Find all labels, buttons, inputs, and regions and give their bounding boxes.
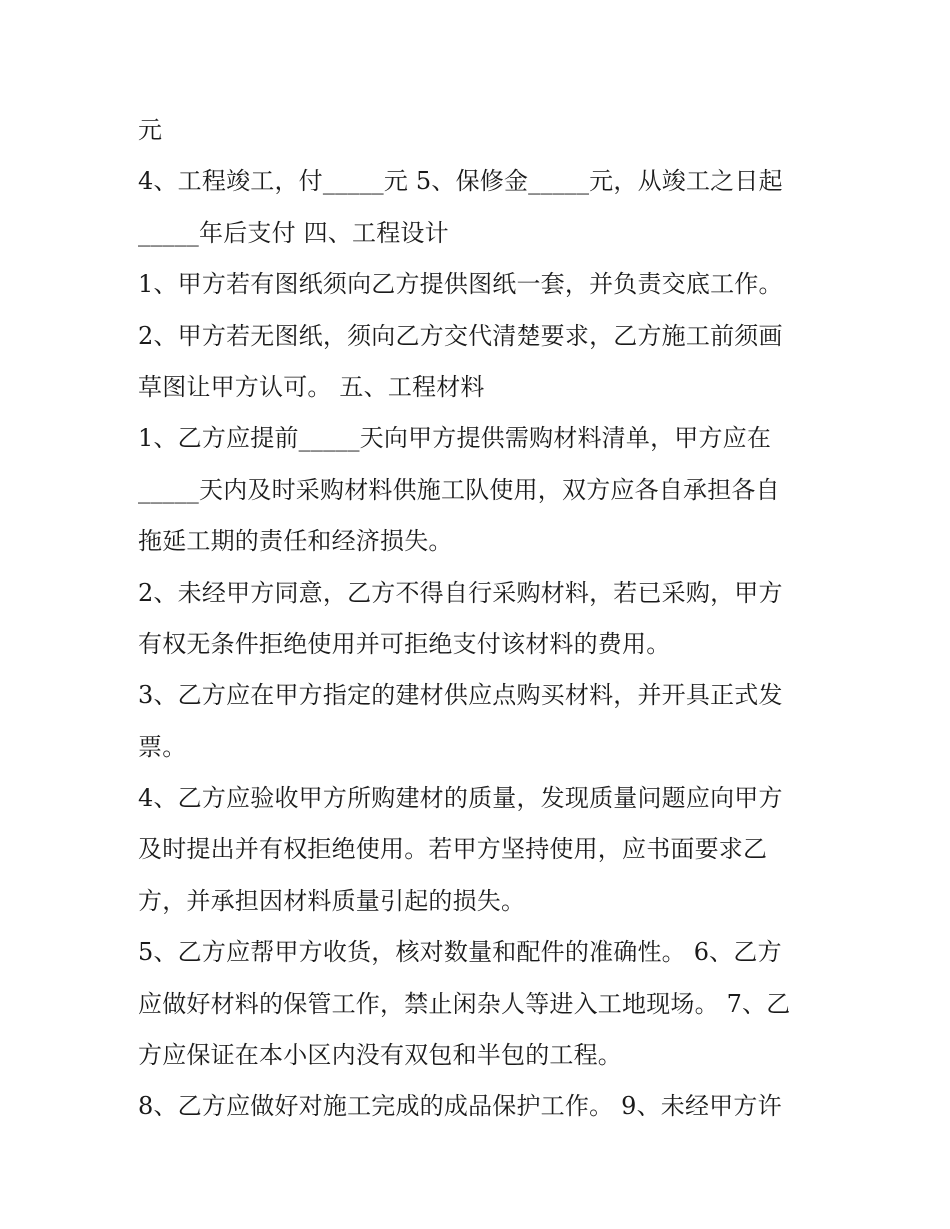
text-line: 3、乙方应在甲方指定的建材供应点购买材料，并开具正式发 bbox=[138, 681, 783, 710]
text-line: 拖延工期的责任和经济损失。 bbox=[138, 527, 453, 556]
text-line: 1、乙方应提前_____天向甲方提供需购材料清单，甲方应在 bbox=[138, 424, 772, 453]
text-line: 4、乙方应验收甲方所购建材的质量，发现质量问题应向甲方 bbox=[138, 784, 783, 813]
text-line: 8、乙方应做好对施工完成的成品保护工作。 9、未经甲方许 bbox=[138, 1092, 782, 1121]
text-line: 2、未经甲方同意，乙方不得自行采购材料，若已采购，甲方 bbox=[138, 578, 783, 607]
text-line: 方，并承担因材料质量引起的损失。 bbox=[138, 886, 526, 915]
text-line: 4、工程竣工，付_____元 5、保修金_____元，从竣工之日起 bbox=[138, 167, 783, 196]
document-body bbox=[138, 105, 818, 1133]
text-line: 有权无条件拒绝使用并可拒绝支付该材料的费用。 bbox=[138, 629, 671, 658]
text-line: 草图让甲方认可。 五、工程材料 bbox=[138, 372, 485, 401]
text-line: 方应保证在本小区内没有双包和半包的工程。 bbox=[138, 1041, 622, 1070]
text-line: 2、甲方若无图纸，须向乙方交代清楚要求，乙方施工前须画 bbox=[138, 321, 783, 350]
text-line: _____年后支付 四、工程设计 bbox=[138, 218, 449, 247]
text-line: 应做好材料的保管工作，禁止闲杂人等进入工地现场。 7、乙 bbox=[138, 989, 791, 1018]
text-line: 及时提出并有权拒绝使用。若甲方坚持使用，应书面要求乙 bbox=[138, 835, 768, 864]
text-line: 1、甲方若有图纸须向乙方提供图纸一套，并负责交底工作。 bbox=[138, 270, 783, 299]
text-line: _____天内及时采购材料供施工队使用，双方应各自承担各自 bbox=[138, 475, 780, 504]
text-line: 票。 bbox=[138, 732, 187, 761]
text-line: 5、乙方应帮甲方收货，核对数量和配件的准确性。 6、乙方 bbox=[138, 938, 782, 967]
text-line: 元 bbox=[138, 116, 163, 144]
